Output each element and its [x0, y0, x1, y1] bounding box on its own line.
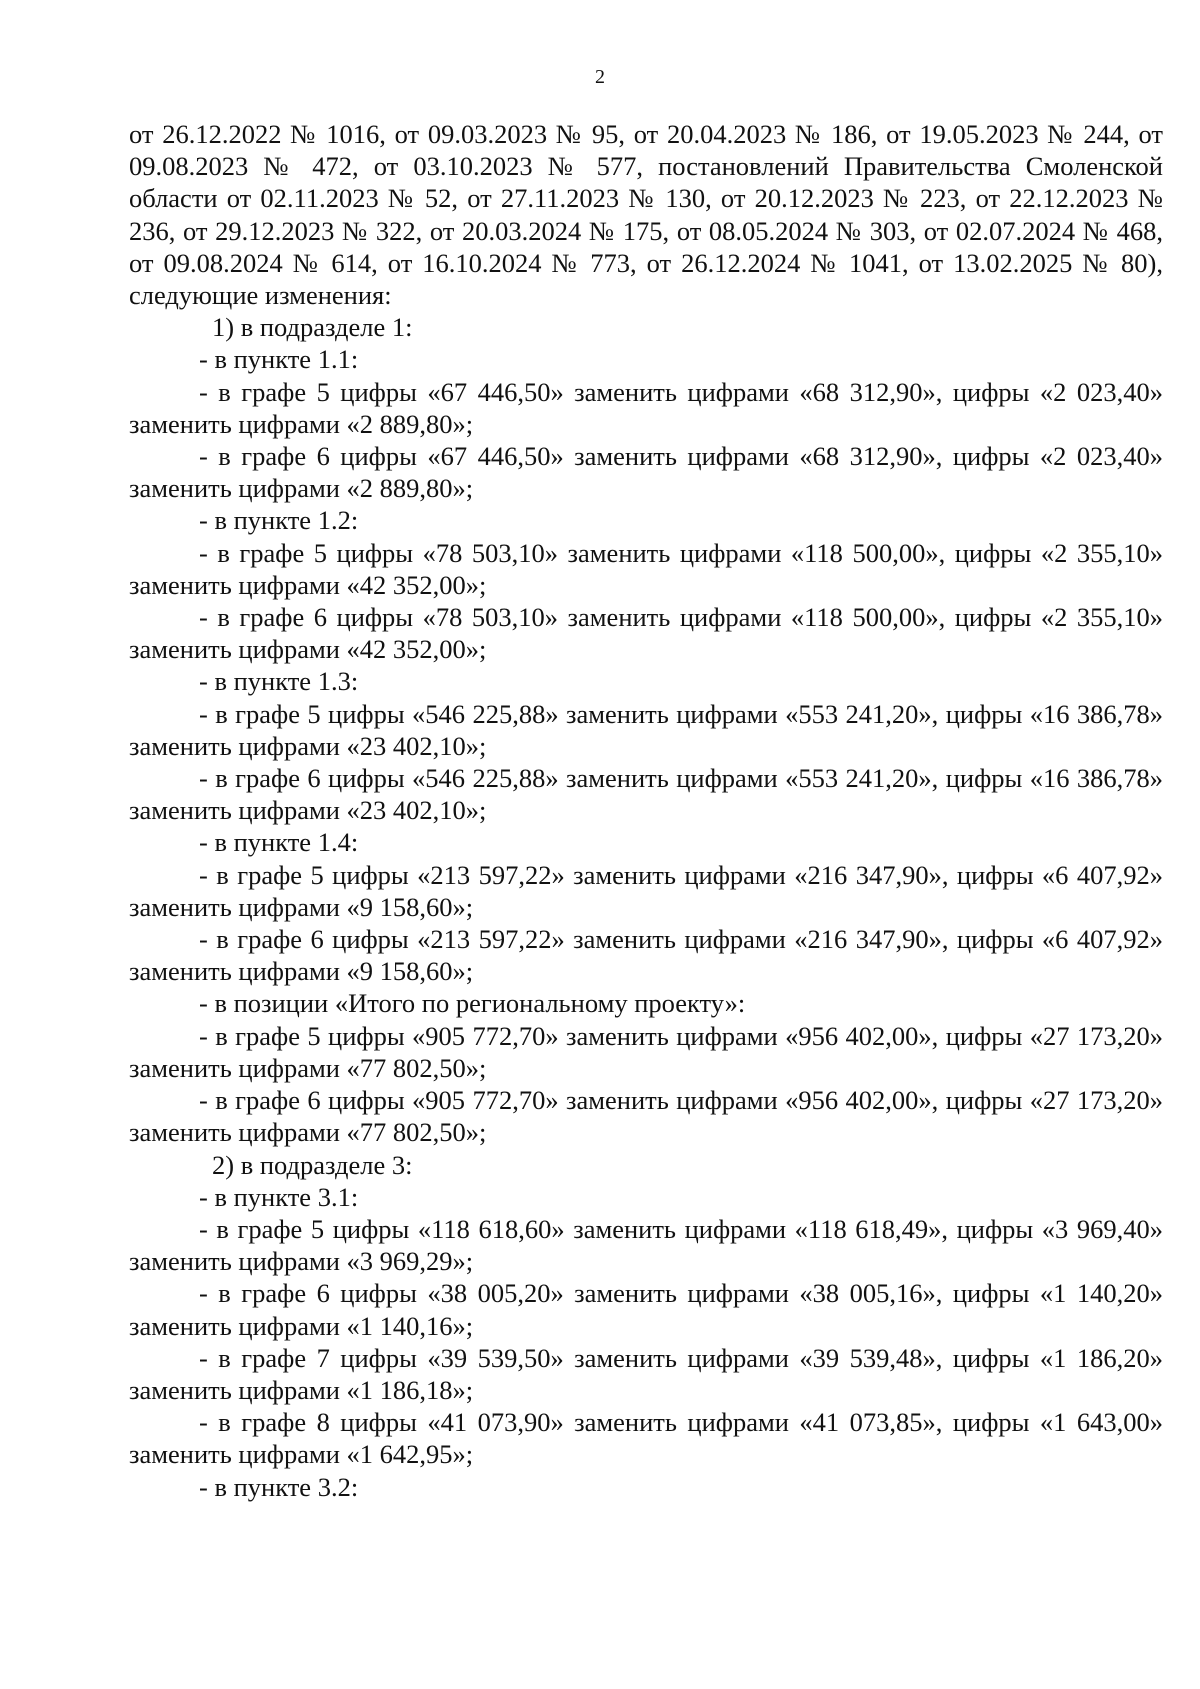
amendment-item: - в графе 5 цифры «67 446,50» заменить цифрами «68 312,90», цифры «2 023,40» заменить цифрами «2 889,80»;	[129, 376, 1163, 439]
amendment-item: - в графе 6 цифры «78 503,10» заменить цифрами «118 500,00», цифры «2 355,10» заменить цифрами «42 352,00»;	[129, 602, 1163, 665]
clause-heading: - в пункте 3.1:	[199, 1181, 359, 1212]
amendment-item: - в графе 6 цифры «546 225,88» заменить цифрами «553 241,20», цифры «16 386,78» заменить цифрами «23 402,10»;	[129, 763, 1163, 826]
subsection-heading: 2) в подразделе 3:	[212, 1149, 413, 1180]
amendment-item: - в графе 5 цифры «905 772,70» заменить цифрами «956 402,00», цифры «27 173,20» заменить цифрами «77 802,50»;	[129, 1020, 1163, 1083]
clause-heading: - в пункте 1.2:	[199, 505, 359, 536]
amendment-item: - в графе 5 цифры «546 225,88» заменить цифрами «553 241,20», цифры «16 386,78» заменить цифрами «23 402,10»;	[129, 698, 1163, 761]
clause-heading: - в пункте 1.1:	[199, 344, 359, 375]
clause-heading: - в пункте 3.2:	[199, 1471, 359, 1502]
clause-heading: - в пункте 1.3:	[199, 666, 359, 697]
document-body	[129, 118, 1163, 1503]
amendment-item: - в графе 5 цифры «213 597,22» заменить цифрами «216 347,90», цифры «6 407,92» заменить цифрами «9 158,60»;	[129, 859, 1163, 922]
amendment-item: - в графе 5 цифры «78 503,10» заменить цифрами «118 500,00», цифры «2 355,10» заменить цифрами «42 352,00»;	[129, 537, 1163, 600]
clause-heading: - в пункте 1.4:	[199, 827, 359, 858]
intro-paragraph: от 26.12.2022 № 1016, от 09.03.2023 № 95, от 20.04.2023 № 186, от 19.05.2023 № 244, от 09.08.2023 № 472, от 03.10.2023 № 577, постановлений Правительства Смоленской области от 02.11.2023 № 52, от 27.11.2023 № 130, от 20.12.2023 № 223, от 22.12.2023 № 236, от 29.12.2023 № 322, от 20.03.2024 № 175, от 08.05.2024 № 303, от 02.07.2024 № 468, от 09.08.2024 № 614, от 16.10.2024 № 773, от 26.12.2024 № 1041, от 13.02.2025 № 80), следующие изменения:	[129, 119, 1163, 311]
amendment-item: - в графе 6 цифры «905 772,70» заменить цифрами «956 402,00», цифры «27 173,20» заменить цифрами «77 802,50»;	[129, 1085, 1163, 1148]
amendment-item: - в графе 5 цифры «118 618,60» заменить цифрами «118 618,49», цифры «3 969,40» заменить цифрами «3 969,29»;	[129, 1213, 1163, 1277]
amendment-item: - в графе 7 цифры «39 539,50» заменить цифрами «39 539,48», цифры «1 186,20» заменить цифрами «1 186,18»;	[129, 1342, 1163, 1405]
amendment-item: - в графе 6 цифры «38 005,20» заменить цифрами «38 005,16», цифры «1 140,20» заменить цифрами «1 140,16»;	[129, 1278, 1163, 1341]
page-number: 2	[595, 66, 605, 88]
subsection-heading: 1) в подразделе 1:	[212, 312, 413, 343]
amendment-item: - в графе 8 цифры «41 073,90» заменить цифрами «41 073,85», цифры «1 643,00» заменить цифрами «1 642,95»;	[129, 1407, 1163, 1470]
clause-heading: - в позиции «Итого по региональному проекту»:	[199, 988, 746, 1019]
amendment-item: - в графе 6 цифры «213 597,22» заменить цифрами «216 347,90», цифры «6 407,92» заменить цифрами «9 158,60»;	[129, 924, 1163, 987]
amendment-item: - в графе 6 цифры «67 446,50» заменить цифрами «68 312,90», цифры «2 023,40» заменить цифрами «2 889,80»;	[129, 441, 1163, 504]
